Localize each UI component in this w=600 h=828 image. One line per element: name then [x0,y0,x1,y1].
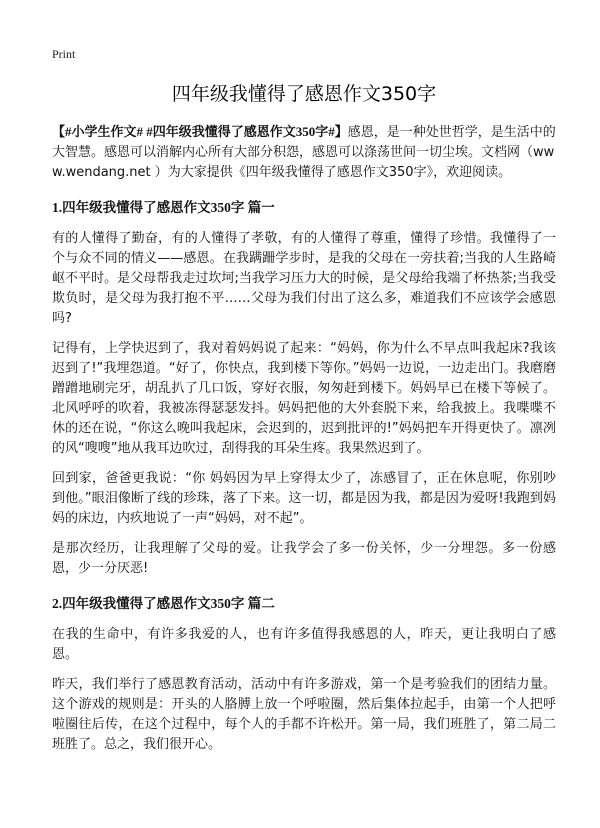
section-heading-2: 2.四年级我懂得了感恩作文350字 篇二 [52,596,275,611]
section-1-paragraph-3: 回到家，爸爸更我说：“你 妈妈因为早上穿得太少了，冻感冒了，正在休息呢，你别吵到他。”眼泪像断了线的珍珠，落了下来。这一切，都是因为我，都是因为爱呀!我跑到妈妈的床边，内疚地说了一声“妈妈，对不起”。 [52,471,556,526]
section-1-paragraph-4: 是那次经历，让我理解了父母的爱。让我学会了多一份关怀，少一分埋怨。多一份感恩，少一分厌恶! [52,541,556,576]
print-label: Print [52,47,76,61]
section-2-paragraph-2: 昨天，我们举行了感恩教育活动，活动中有许多游戏，第一个是考验我们的团结力量。这个游戏的规则是：开头的人胳膊上放一个呼啦圈，然后集体拉起手，由第一个人把呼啦圈往后传，在这个过程中，每个人的手都不许松开。第一局，我们班胜了，第二局二班胜了。总之，我们很开心。 [52,677,556,752]
intro-tag: 【#小学生作文# #四年级我懂得了感恩作文350字#】 [52,124,348,139]
section-1-paragraph-2: 记得有，上学快迟到了，我对着妈妈说了起来：“妈妈，你为什么不早点叫我起床?我该迟到了!”我埋怨道。“好了，你快点，我到楼下等你。”妈妈一边说，一边走出门。我磨磨蹭蹭地刷完牙，胡乱扒了几口饭，穿好衣服，匆匆赶到楼下。妈妈早已在楼下等候了。北风呼呼的吹着，我被冻得瑟瑟发抖。妈妈把他的大外套脱下来，给我披上。我喋喋不休的还在说，“你这么晚叫我起床，会迟到的，迟到批评的!”妈妈把车开得更快了。凛冽的风“嗖嗖”地从我耳边吹过，刮得我的耳朵生疼。我果然迟到了。 [52,341,556,456]
section-2-paragraph-1: 在我的生命中，有许多我爱的人，也有许多值得我感恩的人，昨天，更让我明白了感恩。 [52,627,556,662]
document-title: 四年级我懂得了感恩作文350字 [171,83,437,105]
section-1-paragraph-1: 有的人懂得了勤奋，有的人懂得了孝敬，有的人懂得了尊重，懂得了珍惜。我懂得了一个与众不同的情义——感恩。在我蹒跚学步时，是我的父母在一旁扶着;当我的人生路崎岖不平时。是父母帮我走过坎坷;当我学习压力大的时候，是父母给我端了杯热茶;当我受欺负时，是父母为我打抱不平……父母为我们付出了这么多，难道我们不应该学会感恩吗? [52,231,556,326]
intro-text: 感恩，是一种处世哲学，是生活中的大智慧。感恩可以消解内心所有大部分积怨，感恩可以涤荡世间一切尘埃。文档网（www.wendang.net ）为大家提供《四年级我懂得了感恩作文350字》，欢迎阅读。 [52,125,556,180]
intro-paragraph [52,122,556,183]
section-heading-1: 1.四年级我懂得了感恩作文350字 篇一 [52,200,275,215]
